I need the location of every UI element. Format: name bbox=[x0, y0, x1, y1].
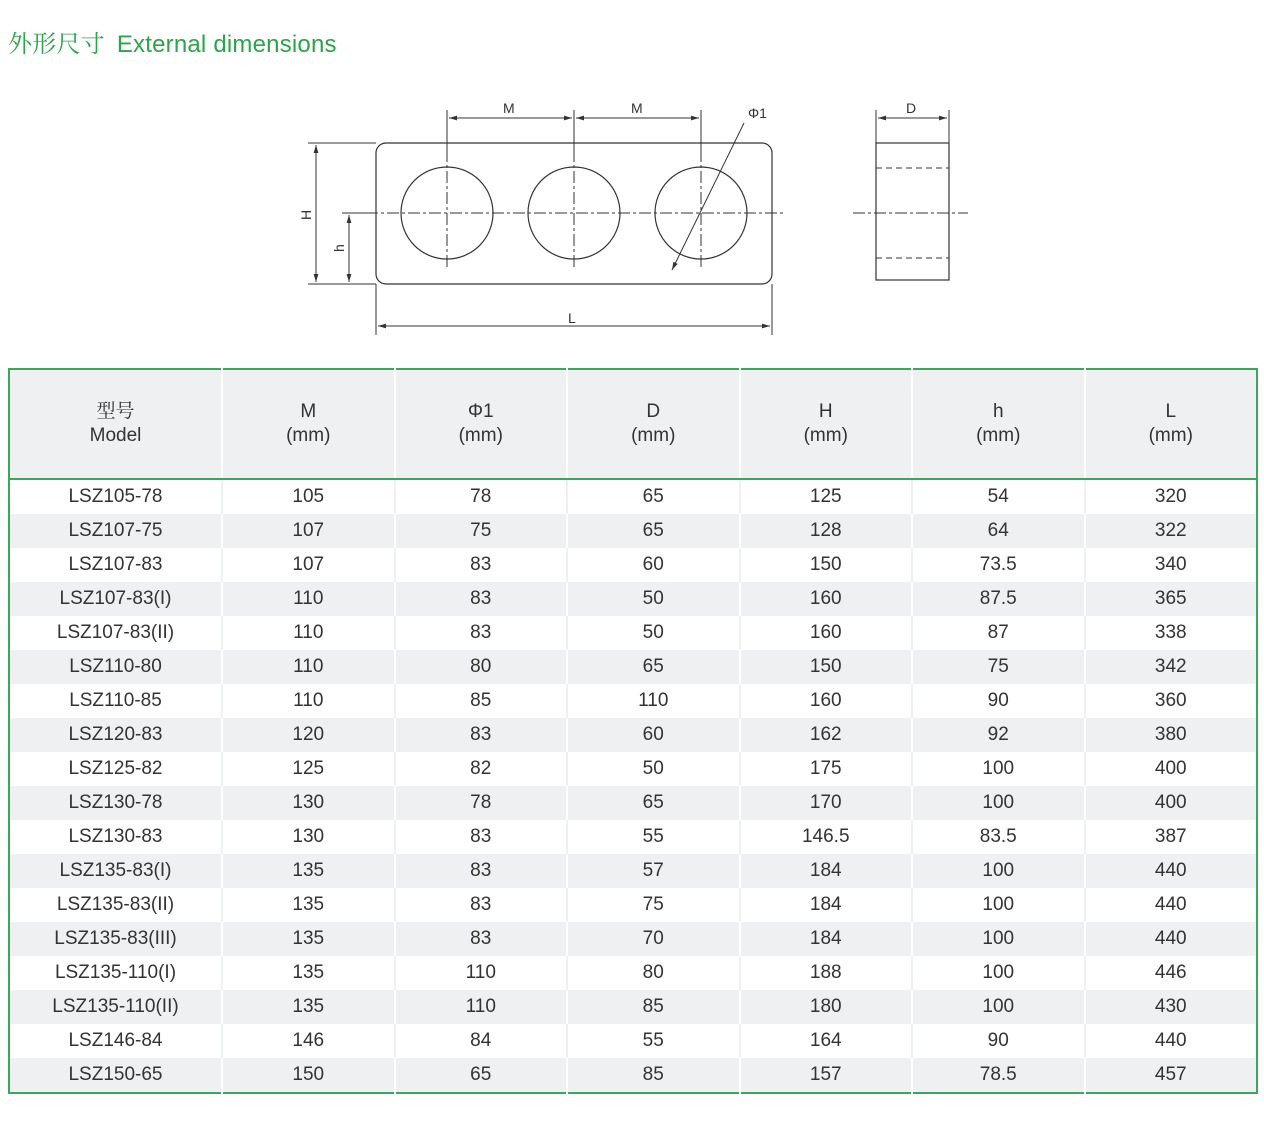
table-cell: LSZ135-110(I) bbox=[9, 956, 222, 990]
table-row bbox=[9, 1024, 1257, 1058]
table-cell: 150 bbox=[222, 1058, 395, 1093]
table-cell: 400 bbox=[1085, 786, 1258, 820]
table-cell: 87.5 bbox=[912, 582, 1085, 616]
table-cell: 83 bbox=[395, 616, 568, 650]
header-h: h (mm) bbox=[912, 369, 1085, 479]
table-cell: 100 bbox=[912, 786, 1085, 820]
table-cell: LSZ107-83(II) bbox=[9, 616, 222, 650]
table-cell: LSZ130-83 bbox=[9, 820, 222, 854]
table-cell: 135 bbox=[222, 888, 395, 922]
table-cell: 55 bbox=[567, 820, 740, 854]
table-cell: 146 bbox=[222, 1024, 395, 1058]
table-row bbox=[9, 479, 1257, 514]
title-cn: 外形尺寸 bbox=[8, 31, 105, 58]
table-cell: 100 bbox=[912, 956, 1085, 990]
table-cell: 100 bbox=[912, 990, 1085, 1024]
table-cell: 73.5 bbox=[912, 548, 1085, 582]
table-body bbox=[9, 479, 1257, 1093]
table-cell: LSZ130-78 bbox=[9, 786, 222, 820]
table-cell: 65 bbox=[567, 479, 740, 514]
table-cell: 100 bbox=[912, 752, 1085, 786]
table-cell: 90 bbox=[912, 1024, 1085, 1058]
table-row bbox=[9, 752, 1257, 786]
table-header-row bbox=[9, 369, 1257, 479]
table-cell: 100 bbox=[912, 854, 1085, 888]
table-cell: 75 bbox=[912, 650, 1085, 684]
table-cell: 70 bbox=[567, 922, 740, 956]
table-row bbox=[9, 888, 1257, 922]
table-cell: 184 bbox=[740, 888, 913, 922]
table-cell: 125 bbox=[740, 479, 913, 514]
table-cell: LSZ135-83(III) bbox=[9, 922, 222, 956]
table-cell: 322 bbox=[1085, 514, 1258, 548]
table-cell: 162 bbox=[740, 718, 913, 752]
table-cell: LSZ146-84 bbox=[9, 1024, 222, 1058]
table-cell: 188 bbox=[740, 956, 913, 990]
table-cell: 125 bbox=[222, 752, 395, 786]
header-d: D (mm) bbox=[567, 369, 740, 479]
table-cell: 365 bbox=[1085, 582, 1258, 616]
table-cell: LSZ135-83(I) bbox=[9, 854, 222, 888]
table-cell: 160 bbox=[740, 684, 913, 718]
table-cell: LSZ107-83 bbox=[9, 548, 222, 582]
label-h: h bbox=[331, 244, 347, 252]
table-cell: 50 bbox=[567, 616, 740, 650]
table-cell: 85 bbox=[567, 990, 740, 1024]
table-row bbox=[9, 616, 1257, 650]
table-cell: 85 bbox=[395, 684, 568, 718]
table-cell: LSZ135-110(II) bbox=[9, 990, 222, 1024]
table-row bbox=[9, 820, 1257, 854]
table-cell: LSZ110-80 bbox=[9, 650, 222, 684]
table-cell: 446 bbox=[1085, 956, 1258, 990]
table-cell: 175 bbox=[740, 752, 913, 786]
table-cell: 55 bbox=[567, 1024, 740, 1058]
table-cell: 110 bbox=[567, 684, 740, 718]
side-view-body bbox=[876, 143, 949, 280]
table-cell: 78 bbox=[395, 479, 568, 514]
table-cell: 90 bbox=[912, 684, 1085, 718]
table-cell: 184 bbox=[740, 922, 913, 956]
table-cell: LSZ110-85 bbox=[9, 684, 222, 718]
table-row bbox=[9, 786, 1257, 820]
table-cell: 65 bbox=[395, 1058, 568, 1093]
table-cell: LSZ135-83(II) bbox=[9, 888, 222, 922]
table-cell: 110 bbox=[222, 616, 395, 650]
table-cell: 440 bbox=[1085, 922, 1258, 956]
table-cell: 180 bbox=[740, 990, 913, 1024]
label-m-right: M bbox=[631, 100, 643, 116]
table-cell: 320 bbox=[1085, 479, 1258, 514]
title-en: External dimensions bbox=[116, 31, 337, 58]
table-cell: 400 bbox=[1085, 752, 1258, 786]
table-cell: 120 bbox=[222, 718, 395, 752]
table-cell: 110 bbox=[395, 990, 568, 1024]
table-row bbox=[9, 854, 1257, 888]
table-cell: LSZ150-65 bbox=[9, 1058, 222, 1093]
table-cell: 100 bbox=[912, 888, 1085, 922]
dimension-drawing bbox=[0, 0, 1264, 360]
header-l: L (mm) bbox=[1085, 369, 1258, 479]
label-phi1: Φ1 bbox=[748, 105, 767, 121]
table-row bbox=[9, 956, 1257, 990]
table-cell: LSZ107-75 bbox=[9, 514, 222, 548]
table-row bbox=[9, 684, 1257, 718]
label-H: H bbox=[298, 209, 314, 220]
table-cell: 57 bbox=[567, 854, 740, 888]
table-cell: 65 bbox=[567, 786, 740, 820]
table-cell: 107 bbox=[222, 548, 395, 582]
table-row bbox=[9, 650, 1257, 684]
table-cell: 380 bbox=[1085, 718, 1258, 752]
table-cell: 60 bbox=[567, 548, 740, 582]
table-row bbox=[9, 548, 1257, 582]
table-cell: 457 bbox=[1085, 1058, 1258, 1093]
header-phi1: Φ1 (mm) bbox=[395, 369, 568, 479]
table-cell: 85 bbox=[567, 1058, 740, 1093]
header-m: M (mm) bbox=[222, 369, 395, 479]
table-cell: 387 bbox=[1085, 820, 1258, 854]
table-cell: 82 bbox=[395, 752, 568, 786]
table-cell: 110 bbox=[222, 684, 395, 718]
label-d: D bbox=[906, 100, 917, 116]
table-cell: 75 bbox=[567, 888, 740, 922]
table-cell: 157 bbox=[740, 1058, 913, 1093]
table-cell: 87 bbox=[912, 616, 1085, 650]
table-row bbox=[9, 582, 1257, 616]
table-cell: 184 bbox=[740, 854, 913, 888]
table-cell: 83.5 bbox=[912, 820, 1085, 854]
table-cell: 135 bbox=[222, 922, 395, 956]
table-cell: LSZ107-83(I) bbox=[9, 582, 222, 616]
header-H: H (mm) bbox=[740, 369, 913, 479]
table-cell: 440 bbox=[1085, 1024, 1258, 1058]
table-cell: 110 bbox=[222, 650, 395, 684]
table-cell: LSZ120-83 bbox=[9, 718, 222, 752]
table-cell: 80 bbox=[567, 956, 740, 990]
table-cell: 54 bbox=[912, 479, 1085, 514]
table-cell: 65 bbox=[567, 650, 740, 684]
table-cell: 160 bbox=[740, 616, 913, 650]
table-cell: 78 bbox=[395, 786, 568, 820]
table-row bbox=[9, 990, 1257, 1024]
table-cell: 150 bbox=[740, 548, 913, 582]
table-cell: 83 bbox=[395, 820, 568, 854]
table-cell: 342 bbox=[1085, 650, 1258, 684]
table-cell: 160 bbox=[740, 582, 913, 616]
table-cell: 80 bbox=[395, 650, 568, 684]
table-cell: 170 bbox=[740, 786, 913, 820]
table-cell: 64 bbox=[912, 514, 1085, 548]
table-cell: 83 bbox=[395, 548, 568, 582]
table-cell: 340 bbox=[1085, 548, 1258, 582]
table-row bbox=[9, 1058, 1257, 1093]
table-cell: 146.5 bbox=[740, 820, 913, 854]
table-cell: 110 bbox=[395, 956, 568, 990]
table-cell: LSZ125-82 bbox=[9, 752, 222, 786]
table-cell: 84 bbox=[395, 1024, 568, 1058]
table-cell: 60 bbox=[567, 718, 740, 752]
table-cell: 83 bbox=[395, 922, 568, 956]
table-row bbox=[9, 718, 1257, 752]
table-cell: 135 bbox=[222, 956, 395, 990]
header-model: 型号 Model bbox=[9, 369, 222, 479]
table-row bbox=[9, 922, 1257, 956]
table-cell: 100 bbox=[912, 922, 1085, 956]
table-row bbox=[9, 514, 1257, 548]
table-cell: LSZ105-78 bbox=[9, 479, 222, 514]
table-cell: 83 bbox=[395, 888, 568, 922]
table-cell: 83 bbox=[395, 854, 568, 888]
table-cell: 440 bbox=[1085, 888, 1258, 922]
table-cell: 50 bbox=[567, 752, 740, 786]
table-cell: 338 bbox=[1085, 616, 1258, 650]
table-cell: 83 bbox=[395, 718, 568, 752]
table-cell: 150 bbox=[740, 650, 913, 684]
table-cell: 107 bbox=[222, 514, 395, 548]
table-cell: 440 bbox=[1085, 854, 1258, 888]
table-cell: 430 bbox=[1085, 990, 1258, 1024]
table-cell: 130 bbox=[222, 786, 395, 820]
table-cell: 135 bbox=[222, 854, 395, 888]
label-l: L bbox=[568, 310, 576, 326]
table-cell: 78.5 bbox=[912, 1058, 1085, 1093]
table-cell: 50 bbox=[567, 582, 740, 616]
table-cell: 130 bbox=[222, 820, 395, 854]
table-cell: 360 bbox=[1085, 684, 1258, 718]
table-cell: 75 bbox=[395, 514, 568, 548]
table-cell: 128 bbox=[740, 514, 913, 548]
table-cell: 105 bbox=[222, 479, 395, 514]
table-cell: 110 bbox=[222, 582, 395, 616]
table-cell: 92 bbox=[912, 718, 1085, 752]
table-cell: 135 bbox=[222, 990, 395, 1024]
label-m-left: M bbox=[503, 100, 515, 116]
dimensions-table bbox=[8, 368, 1258, 1094]
table-cell: 164 bbox=[740, 1024, 913, 1058]
table-cell: 83 bbox=[395, 582, 568, 616]
table-cell: 65 bbox=[567, 514, 740, 548]
